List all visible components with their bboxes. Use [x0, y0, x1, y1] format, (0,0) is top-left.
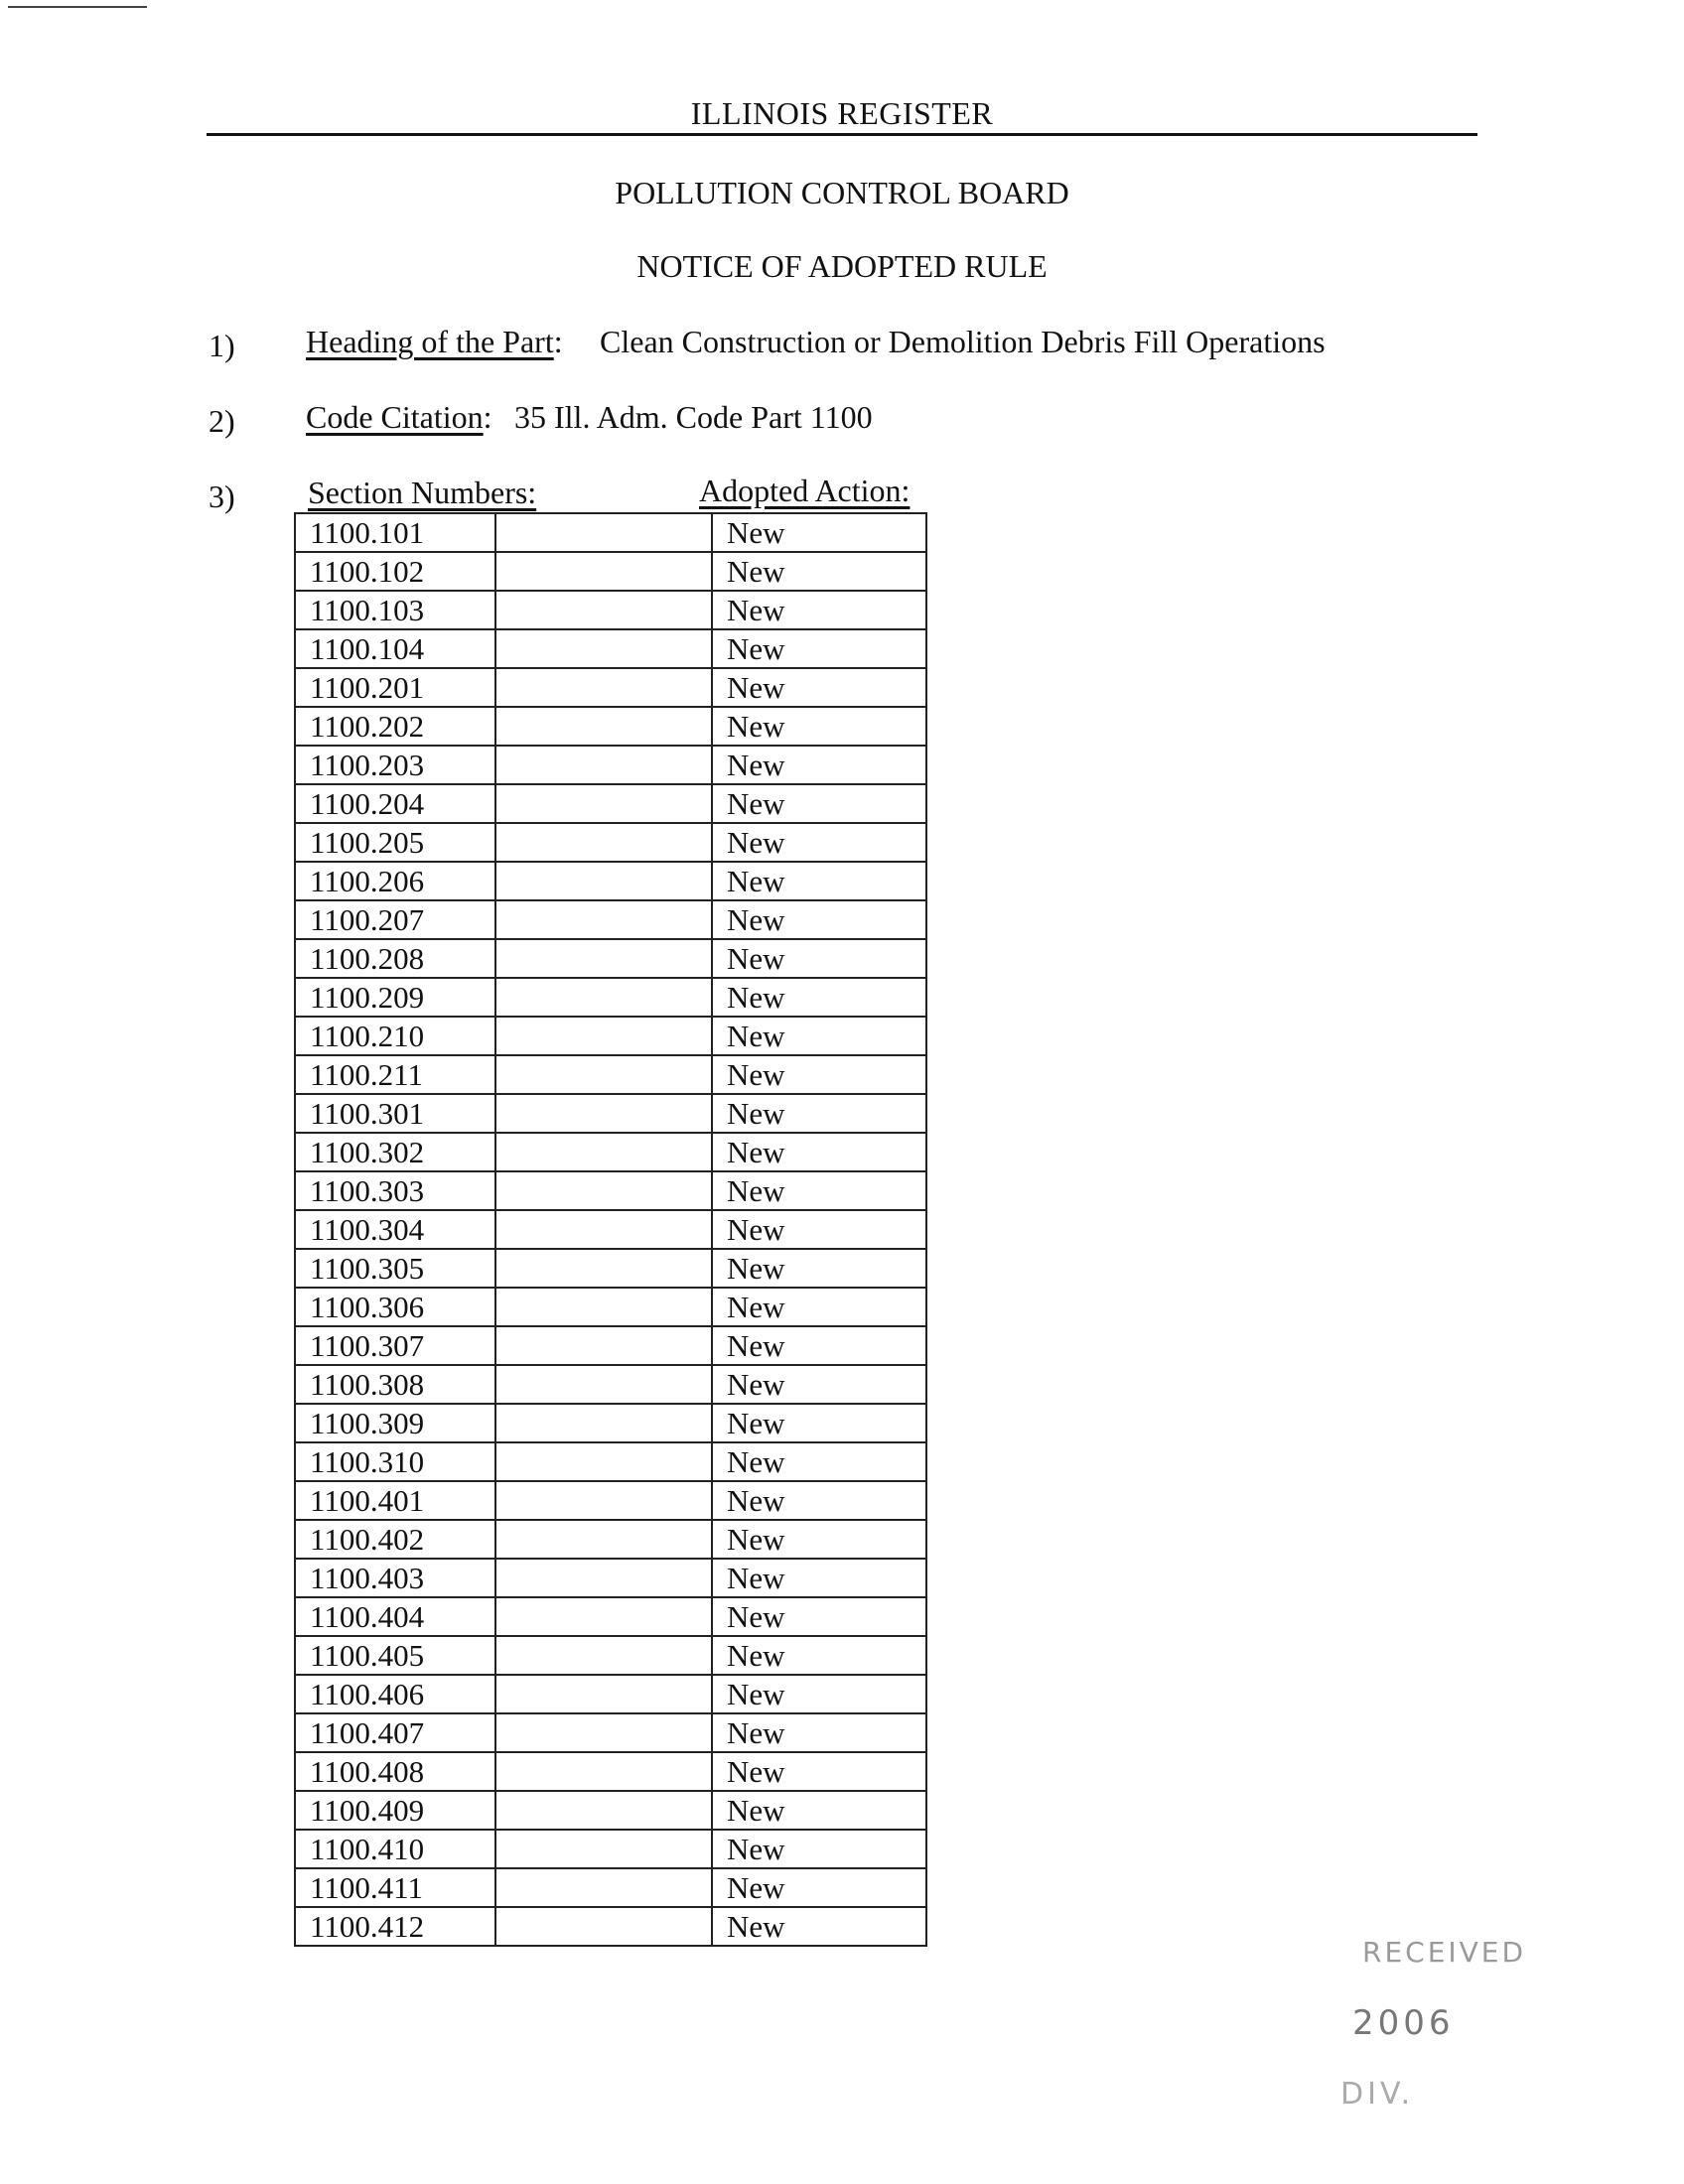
adopted-action-cell: New	[712, 1868, 926, 1907]
table-row	[295, 823, 926, 862]
table-row	[295, 1907, 926, 1946]
table-row	[295, 784, 926, 823]
table-row	[295, 746, 926, 784]
heading-of-part-colon: :	[553, 324, 563, 359]
table-row	[295, 1094, 926, 1133]
blank-cell	[495, 1210, 712, 1249]
table-row	[295, 629, 926, 668]
adopted-action-cell: New	[712, 1288, 926, 1326]
section-number-cell: 1100.303	[295, 1171, 495, 1210]
notice-title: NOTICE OF ADOPTED RULE	[636, 248, 1048, 284]
section-number-cell: 1100.211	[295, 1055, 495, 1094]
section-number-cell: 1100.409	[295, 1791, 495, 1830]
section-number-cell: 1100.301	[295, 1094, 495, 1133]
adopted-action-cell: New	[712, 1326, 926, 1365]
adopted-action-cell: New	[712, 1520, 926, 1559]
table-row	[295, 552, 926, 591]
blank-cell	[495, 1907, 712, 1946]
section-number-cell: 1100.206	[295, 862, 495, 900]
blank-cell	[495, 1868, 712, 1907]
section-number-cell: 1100.402	[295, 1520, 495, 1559]
blank-cell	[495, 1017, 712, 1055]
blank-cell	[495, 1752, 712, 1791]
section-number-cell: 1100.306	[295, 1288, 495, 1326]
table-row	[295, 978, 926, 1017]
section-number-cell: 1100.202	[295, 707, 495, 746]
blank-cell	[495, 1404, 712, 1442]
adopted-action-cell: New	[712, 939, 926, 978]
blank-cell	[495, 1597, 712, 1636]
adopted-action-cell: New	[712, 1636, 926, 1675]
adopted-action-cell: New	[712, 862, 926, 900]
blank-cell	[495, 707, 712, 746]
section-number-cell: 1100.307	[295, 1326, 495, 1365]
section-number-cell: 1100.401	[295, 1481, 495, 1520]
table-row	[295, 1675, 926, 1713]
adopted-action-cell: New	[712, 1791, 926, 1830]
table-row	[295, 1055, 926, 1094]
section-number-cell: 1100.404	[295, 1597, 495, 1636]
board-title: POLLUTION CONTROL BOARD	[615, 175, 1069, 210]
section-number-cell: 1100.104	[295, 629, 495, 668]
heading-of-part-value: Clean Construction or Demolition Debris Fill Operations	[600, 324, 1326, 359]
section-number-cell: 1100.308	[295, 1365, 495, 1404]
section-number-cell: 1100.412	[295, 1907, 495, 1946]
blank-cell	[495, 1636, 712, 1675]
table-row	[295, 707, 926, 746]
table-row	[295, 1133, 926, 1171]
adopted-action-cell: New	[712, 668, 926, 707]
table-row	[295, 1326, 926, 1365]
register-rule	[207, 133, 1477, 136]
blank-cell	[495, 1791, 712, 1830]
table-row	[295, 1365, 926, 1404]
adopted-action-cell: New	[712, 784, 926, 823]
blank-cell	[495, 823, 712, 862]
adopted-action-cell: New	[712, 629, 926, 668]
adopted-action-cell: New	[712, 707, 926, 746]
adopted-action-cell: New	[712, 1404, 926, 1442]
code-citation-colon: :	[483, 399, 492, 435]
blank-cell	[495, 1326, 712, 1365]
blank-cell	[495, 1055, 712, 1094]
table-row	[295, 591, 926, 629]
blank-cell	[495, 552, 712, 591]
adopted-action-cell: New	[712, 1210, 926, 1249]
blank-cell	[495, 939, 712, 978]
table-row	[295, 1249, 926, 1288]
table-row	[295, 513, 926, 552]
scan-artifact-line	[8, 6, 147, 8]
item-number-2: 2)	[209, 403, 235, 439]
table-row	[295, 1713, 926, 1752]
table-row	[295, 1559, 926, 1597]
code-citation-value: 35 Ill. Adm. Code Part 1100	[514, 399, 873, 435]
adopted-action-cell: New	[712, 1675, 926, 1713]
section-number-cell: 1100.408	[295, 1752, 495, 1791]
table-row	[295, 1752, 926, 1791]
table-row	[295, 1597, 926, 1636]
register-title: ILLINOIS REGISTER	[690, 95, 994, 131]
adopted-action-cell: New	[712, 1752, 926, 1791]
received-stamp-division: DIV.	[1340, 2077, 1415, 2112]
item-number-3: 3)	[209, 478, 235, 514]
section-number-cell: 1100.102	[295, 552, 495, 591]
blank-cell	[495, 1133, 712, 1171]
section-number-cell: 1100.403	[295, 1559, 495, 1597]
sections-table-body	[295, 513, 926, 1946]
blank-cell	[495, 591, 712, 629]
adopted-action-cell: New	[712, 1094, 926, 1133]
section-number-cell: 1100.310	[295, 1442, 495, 1481]
table-row	[295, 1442, 926, 1481]
blank-cell	[495, 1171, 712, 1210]
blank-cell	[495, 1365, 712, 1404]
blank-cell	[495, 862, 712, 900]
adopted-action-cell: New	[712, 1907, 926, 1946]
sections-table	[294, 512, 927, 1947]
adopted-action-cell: New	[712, 1365, 926, 1404]
received-stamp-text: RECEIVED	[1362, 1936, 1527, 1969]
adopted-action-cell: New	[712, 900, 926, 939]
heading-of-part-label: Heading of the Part	[306, 324, 554, 359]
section-number-cell: 1100.410	[295, 1830, 495, 1868]
section-number-cell: 1100.304	[295, 1210, 495, 1249]
blank-cell	[495, 1288, 712, 1326]
table-row	[295, 1288, 926, 1326]
table-row	[295, 1868, 926, 1907]
adopted-action-cell: New	[712, 823, 926, 862]
blank-cell	[495, 900, 712, 939]
blank-cell	[495, 1094, 712, 1133]
blank-cell	[495, 1830, 712, 1868]
table-row	[295, 939, 926, 978]
table-row	[295, 1636, 926, 1675]
section-number-cell: 1100.305	[295, 1249, 495, 1288]
section-number-cell: 1100.411	[295, 1868, 495, 1907]
blank-cell	[495, 1520, 712, 1559]
section-number-cell: 1100.406	[295, 1675, 495, 1713]
adopted-action-cell: New	[712, 591, 926, 629]
code-citation-line	[306, 399, 492, 436]
blank-cell	[495, 784, 712, 823]
adopted-action-cell: New	[712, 978, 926, 1017]
section-number-cell: 1100.201	[295, 668, 495, 707]
blank-cell	[495, 629, 712, 668]
blank-cell	[495, 1713, 712, 1752]
section-number-cell: 1100.103	[295, 591, 495, 629]
adopted-action-cell: New	[712, 1171, 926, 1210]
section-number-cell: 1100.405	[295, 1636, 495, 1675]
table-row	[295, 862, 926, 900]
adopted-action-cell: New	[712, 1133, 926, 1171]
adopted-action-cell: New	[712, 1017, 926, 1055]
section-number-cell: 1100.101	[295, 513, 495, 552]
adopted-action-cell: New	[712, 746, 926, 784]
adopted-action-cell: New	[712, 1713, 926, 1752]
section-number-cell: 1100.209	[295, 978, 495, 1017]
section-number-cell: 1100.210	[295, 1017, 495, 1055]
blank-cell	[495, 1675, 712, 1713]
adopted-action-cell: New	[712, 1055, 926, 1094]
section-number-cell: 1100.205	[295, 823, 495, 862]
table-row	[295, 900, 926, 939]
blank-cell	[495, 513, 712, 552]
adopted-action-cell: New	[712, 1442, 926, 1481]
blank-cell	[495, 1481, 712, 1520]
section-number-cell: 1100.207	[295, 900, 495, 939]
section-numbers-heading: Section Numbers:	[308, 475, 537, 510]
table-row	[295, 1830, 926, 1868]
table-row	[295, 1791, 926, 1830]
table-row	[295, 1404, 926, 1442]
section-number-cell: 1100.302	[295, 1133, 495, 1171]
blank-cell	[495, 1249, 712, 1288]
received-stamp-date: 2006	[1352, 2003, 1455, 2043]
adopted-action-cell: New	[712, 1597, 926, 1636]
adopted-action-heading: Adopted Action:	[699, 473, 911, 508]
table-row	[295, 1520, 926, 1559]
section-number-cell: 1100.204	[295, 784, 495, 823]
adopted-action-cell: New	[712, 1481, 926, 1520]
adopted-action-cell: New	[712, 1830, 926, 1868]
blank-cell	[495, 1559, 712, 1597]
adopted-action-cell: New	[712, 1559, 926, 1597]
adopted-action-cell: New	[712, 1249, 926, 1288]
blank-cell	[495, 668, 712, 707]
table-row	[295, 1017, 926, 1055]
section-number-cell: 1100.203	[295, 746, 495, 784]
table-row	[295, 1210, 926, 1249]
section-number-cell: 1100.208	[295, 939, 495, 978]
table-row	[295, 668, 926, 707]
heading-of-part-line	[306, 324, 563, 360]
adopted-action-cell: New	[712, 552, 926, 591]
item-number-1: 1)	[209, 328, 235, 363]
table-row	[295, 1171, 926, 1210]
section-number-cell: 1100.407	[295, 1713, 495, 1752]
section-number-cell: 1100.309	[295, 1404, 495, 1442]
code-citation-label: Code Citation	[306, 399, 484, 435]
blank-cell	[495, 1442, 712, 1481]
blank-cell	[495, 746, 712, 784]
blank-cell	[495, 978, 712, 1017]
adopted-action-cell: New	[712, 513, 926, 552]
table-row	[295, 1481, 926, 1520]
